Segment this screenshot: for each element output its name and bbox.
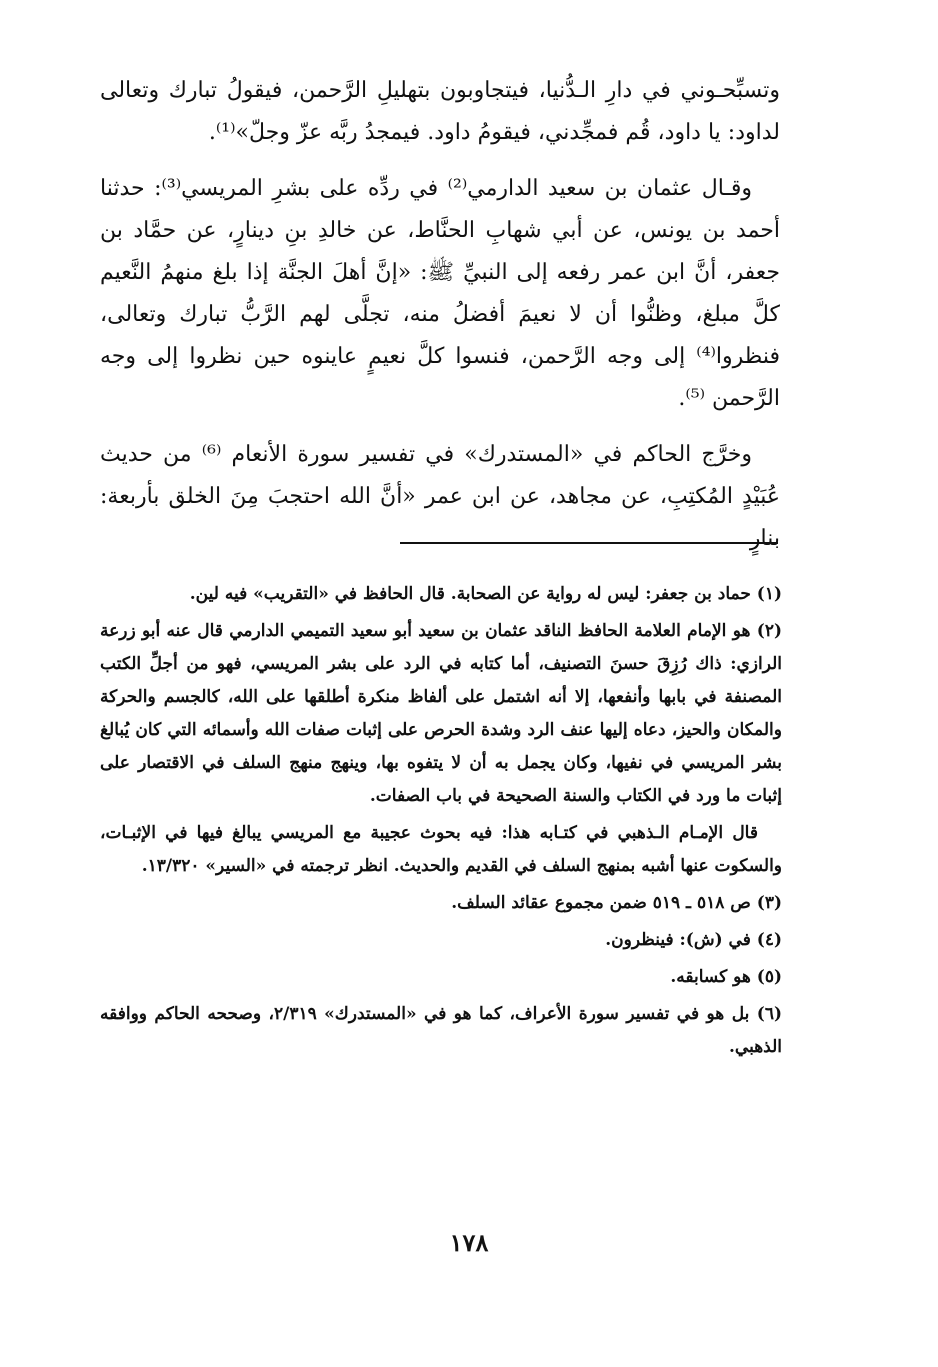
footnote-separator [400, 542, 778, 544]
footnote-2: (٢) هو الإمام العلامة الحافظ الناقد عثمان بن سعيد أبو سعيد التميمي الدارمي قال عنه أبو زرعة الرازي: ذاك رُزِقَ حسنَ التصنيف، أما كتابه في الرد على بشر المريسي، فهو من أجلِّ الكتب المصنفة في بابها وأنفعها، إلا أنه اشتمل على ألفاظ منكرة أطلقها على الله، كالجسم والحركة والمكان والحيز، دعاه إليها عنف الرد وشدة الحرص على إثبات صفات الله وأسمائه التي كان يُبالغ بشر المريسي في نفيها، وكان يجمل به أن لا يتفوه بها، وينهج منهج السلف في الاقتصار على إثبات ما ورد في الكتاب والسنة الصحيحة في باب الصفات. [100, 621, 782, 806]
footnote-2-continuation: قال الإمـام الـذهبي في كتـابه هذا: فيه بحوث عجيبة مع المريسي يبالغ فيها في الإثبـات، والسكوت عنها أشبه بمنهج السلف في القديم والحديث. انظر ترجمته في «السير» ١٣/٣٢٠. [100, 823, 782, 876]
main-paragraph-1: وتسبِّحـوني في دارِ الـدُّنيا، فيتجاوبون بتهليلِ الرَّحمن، فيقولُ تبارك وتعالى لداود: يا داود، قُم فمجِّدني، فيقومُ داود. فيمجدُ ربَّه عزّ وجلّ»⁽¹⁾. [100, 78, 780, 145]
footnote-6: (٦) بل هو في تفسير سورة الأعراف، كما هو في «المستدرك» ٢/٣١٩، وصححه الحاكم ووافقه الذهبي. [100, 1004, 782, 1057]
footnotes [100, 578, 782, 1068]
footnote-3: (٣) ص ٥١٨ ـ ٥١٩ ضمن مجموع عقائد السلف. [451, 893, 782, 913]
page-number: ١٧٨ [449, 1228, 489, 1257]
footnote-4: (٤) في (ش): فينظرون. [605, 930, 782, 950]
main-paragraph-2: وقـال عثمان بن سعيد الدارمي⁽²⁾ في ردِّه على بشرِ المريسي⁽³⁾: حدثنا أحمد بن يونس، عن أبي شهابِ الحنَّاط، عن خالدِ بنِ دينارٍ، عن حمَّاد بن جعفر، أنَّ ابن عمر رفعه إلى النبيِّ ﷺ: «إنَّ أهلَ الجنَّة إذا بلغ منهمُ النَّعيم كلَّ مبلغ، وظنُّوا أن لا نعيمَ أفضلُ منه، تجلَّى لهم الرَّبُّ تبارك وتعالى، فنظروا⁽⁴⁾ إلى وجه الرَّحمن، فنسوا كلَّ نعيمٍ عاينوه حين نظروا إلى وجه الرَّحمن ⁽⁵⁾. [100, 176, 780, 411]
footnote-5: (٥) هو كسابقه. [670, 967, 782, 987]
main-paragraph-3: وخرَّج الحاكم في «المستدرك» في تفسير سورة الأنعام ⁽⁶⁾ من حديث عُبَيْدٍ المُكتِبِ، عن مجاهد، عن ابن عمر «أنَّ الله احتجبَ مِنَ الخلق بأربعة: بنارٍ [100, 442, 780, 551]
main-text [100, 70, 780, 560]
footnote-1: (١) حماد بن جعفر: ليس له رواية عن الصحابة. قال الحافظ في «التقريب» فيه لين. [189, 584, 782, 604]
